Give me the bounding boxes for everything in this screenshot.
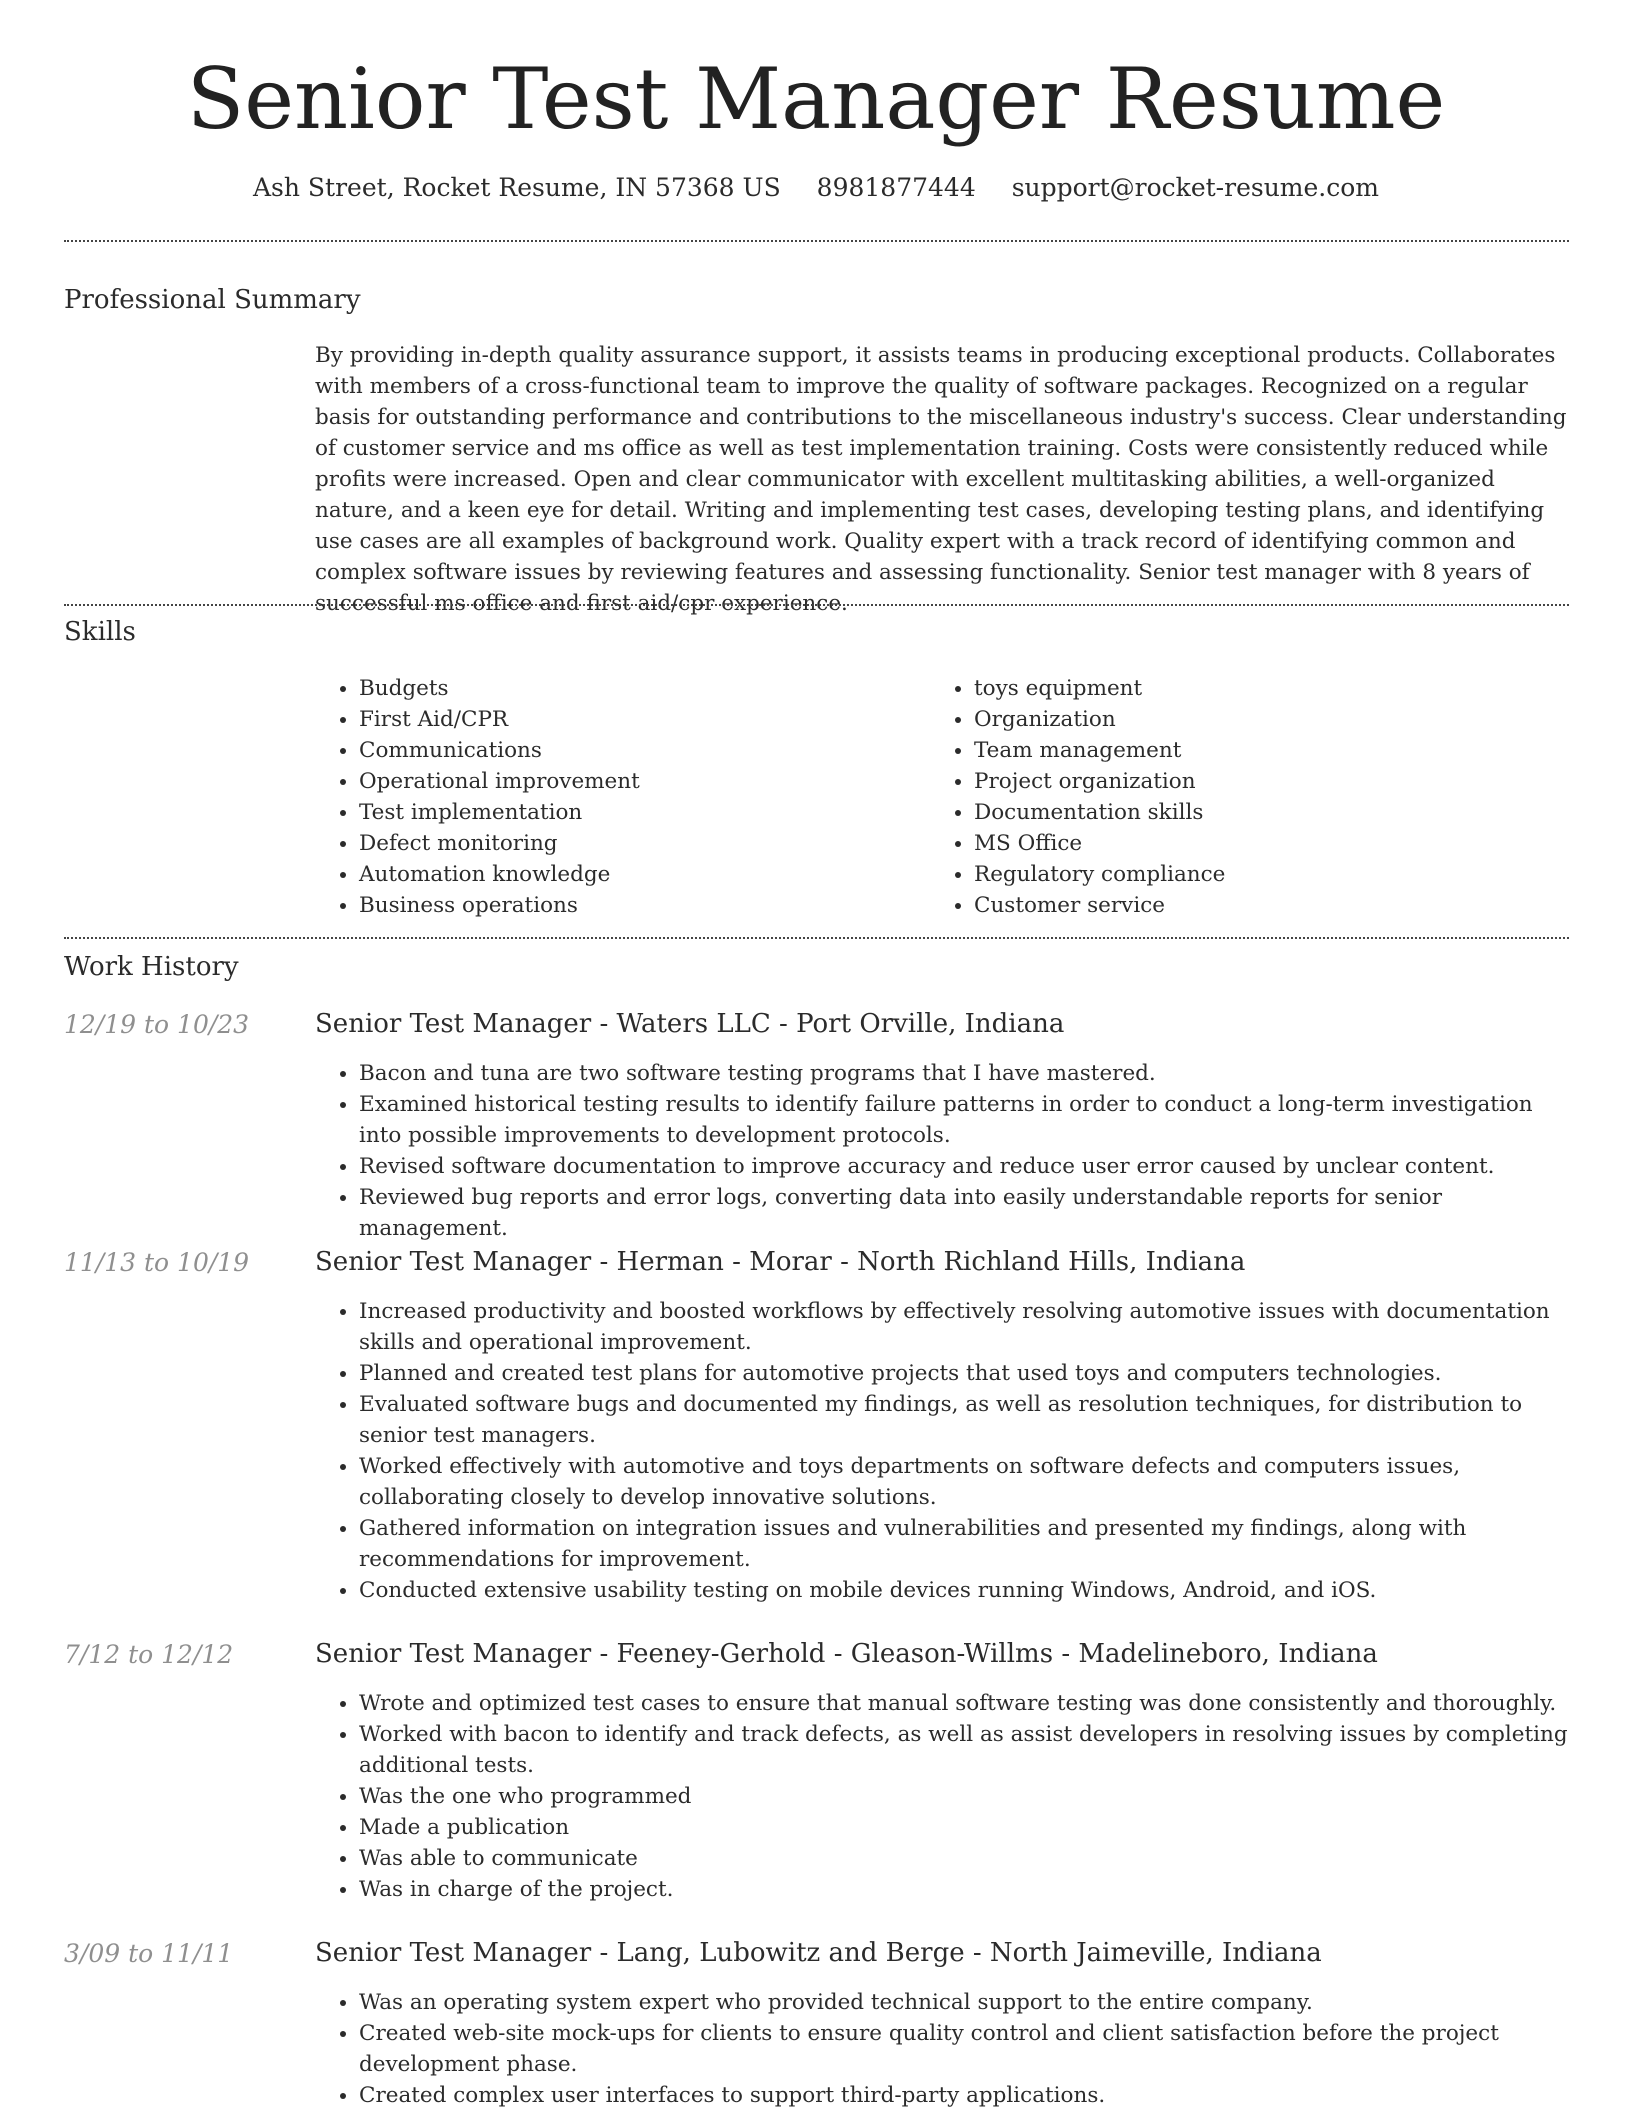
job-bullet: • Was able to communicate bbox=[359, 1843, 1570, 1874]
job-bullets bbox=[315, 1987, 1570, 2111]
skills-column-left bbox=[315, 673, 875, 921]
job-dates: 7/12 to 12/12 bbox=[64, 1640, 234, 1669]
job-bullet: • Created web-site mock-ups for clients to ensure quality control and client satisfaction before the project development phase. bbox=[359, 2018, 1570, 2080]
skill-item: • Test implementation bbox=[359, 797, 875, 828]
contact-line bbox=[0, 170, 1632, 206]
contact-phone: 8981877444 bbox=[816, 173, 976, 202]
skill-item: • Business operations bbox=[359, 890, 875, 921]
job-title: Senior Test Manager - Lang, Lubowitz and Berge - North Jaimeville, Indiana bbox=[315, 1938, 1322, 1968]
job-bullet: • Was in charge of the project. bbox=[359, 1874, 1570, 1905]
skill-item: • Communications bbox=[359, 735, 875, 766]
contact-address: Ash Street, Rocket Resume, IN 57368 US bbox=[253, 173, 781, 202]
job-bullet: • Planned and created test plans for automotive projects that used toys and computers technologies. bbox=[359, 1358, 1570, 1389]
skill-item: • Documentation skills bbox=[974, 797, 1490, 828]
summary-text: By providing in-depth quality assurance support, it assists teams in producing exceptional products. Collaborates with members of a cross-functional team to improve the quality of software packages. Recognized on a regular basis for outstanding performance and contributions to the miscellaneous industry's success. Clear understanding of customer service and ms office as well as test implementation training. Costs were consistently reduced while profits were increased. Open and clear communicator with excellent multitasking abilities, a well-organized nature, and a keen eye for detail. Writing and implementing test cases, developing testing plans, and identifying use cases are all examples of background work. Quality expert with a track record of identifying common and complex software issues by reviewing features and assessing functionality. Senior test manager with 8 years of successful ms office and first aid/cpr experience. bbox=[315, 343, 1567, 616]
skill-item: • Organization bbox=[974, 704, 1490, 735]
divider bbox=[64, 604, 1569, 606]
skill-item: • Defect monitoring bbox=[359, 828, 875, 859]
job-bullet: • Bacon and tuna are two software testing programs that I have mastered. bbox=[359, 1058, 1570, 1089]
job-dates: 11/13 to 10/19 bbox=[64, 1248, 250, 1277]
job-bullet: • Worked with bacon to identify and track defects, as well as assist developers in resolving issues by completing additional tests. bbox=[359, 1719, 1570, 1781]
skills-list-left bbox=[315, 673, 875, 921]
job-bullets bbox=[315, 1688, 1570, 1905]
skill-item: • toys equipment bbox=[974, 673, 1490, 704]
job-title: Senior Test Manager - Waters LLC - Port Orville, Indiana bbox=[315, 1009, 1065, 1039]
divider bbox=[64, 240, 1569, 242]
job-bullets bbox=[315, 1058, 1570, 1244]
skill-item: • Operational improvement bbox=[359, 766, 875, 797]
job-bullet: • Made a publication bbox=[359, 1812, 1570, 1843]
job-title: Senior Test Manager - Feeney-Gerhold - Gleason-Willms - Madelineboro, Indiana bbox=[315, 1639, 1378, 1669]
job-bullet: • Examined historical testing results to identify failure patterns in order to conduct a long-term investigation into possible improvements to development protocols. bbox=[359, 1089, 1570, 1151]
job-dates: 12/19 to 10/23 bbox=[64, 1010, 250, 1039]
job-bullet: • Wrote and optimized test cases to ensure that manual software testing was done consistently and thoroughly. bbox=[359, 1688, 1570, 1719]
job-bullets bbox=[315, 1296, 1570, 1606]
divider bbox=[64, 937, 1569, 939]
skill-item: • Regulatory compliance bbox=[974, 859, 1490, 890]
job-bullet: • Worked effectively with automotive and toys departments on software defects and computers issues, collaborating closely to develop innovative solutions. bbox=[359, 1451, 1570, 1513]
skills-column-right bbox=[930, 673, 1490, 921]
job-bullet: • Increased productivity and boosted workflows by effectively resolving automotive issues with documentation skills and operational improvement. bbox=[359, 1296, 1570, 1358]
job-bullet: • Was the one who programmed bbox=[359, 1781, 1570, 1812]
section-heading-skills: Skills bbox=[64, 617, 136, 647]
job-dates: 3/09 to 11/11 bbox=[64, 1939, 234, 1968]
skill-item: • MS Office bbox=[974, 828, 1490, 859]
section-heading-summary: Professional Summary bbox=[64, 285, 361, 315]
skill-item: • Automation knowledge bbox=[359, 859, 875, 890]
skill-item: • Customer service bbox=[974, 890, 1490, 921]
contact-email: support@rocket-resume.com bbox=[1011, 173, 1379, 202]
resume-title: Senior Test Manager Resume bbox=[186, 50, 1446, 148]
skill-item: • Team management bbox=[974, 735, 1490, 766]
job-bullet: • Gathered information on integration issues and vulnerabilities and presented my findings, along with recommendations for improvement. bbox=[359, 1513, 1570, 1575]
section-heading-work-history: Work History bbox=[64, 952, 239, 982]
skills-list-right bbox=[930, 673, 1490, 921]
skill-item: • Project organization bbox=[974, 766, 1490, 797]
job-bullet: • Revised software documentation to improve accuracy and reduce user error caused by unclear content. bbox=[359, 1151, 1570, 1182]
job-bullet: • Reviewed bug reports and error logs, converting data into easily understandable reports for senior management. bbox=[359, 1182, 1570, 1244]
skill-item: • Budgets bbox=[359, 673, 875, 704]
job-title: Senior Test Manager - Herman - Morar - North Richland Hills, Indiana bbox=[315, 1247, 1246, 1277]
job-bullet: • Created complex user interfaces to support third-party applications. bbox=[359, 2080, 1570, 2111]
job-bullet: • Conducted extensive usability testing on mobile devices running Windows, Android, and iOS. bbox=[359, 1575, 1570, 1606]
job-bullet: • Was an operating system expert who provided technical support to the entire company. bbox=[359, 1987, 1570, 2018]
skill-item: • First Aid/CPR bbox=[359, 704, 875, 735]
job-bullet: • Evaluated software bugs and documented my findings, as well as resolution techniques, for distribution to senior test managers. bbox=[359, 1389, 1570, 1451]
